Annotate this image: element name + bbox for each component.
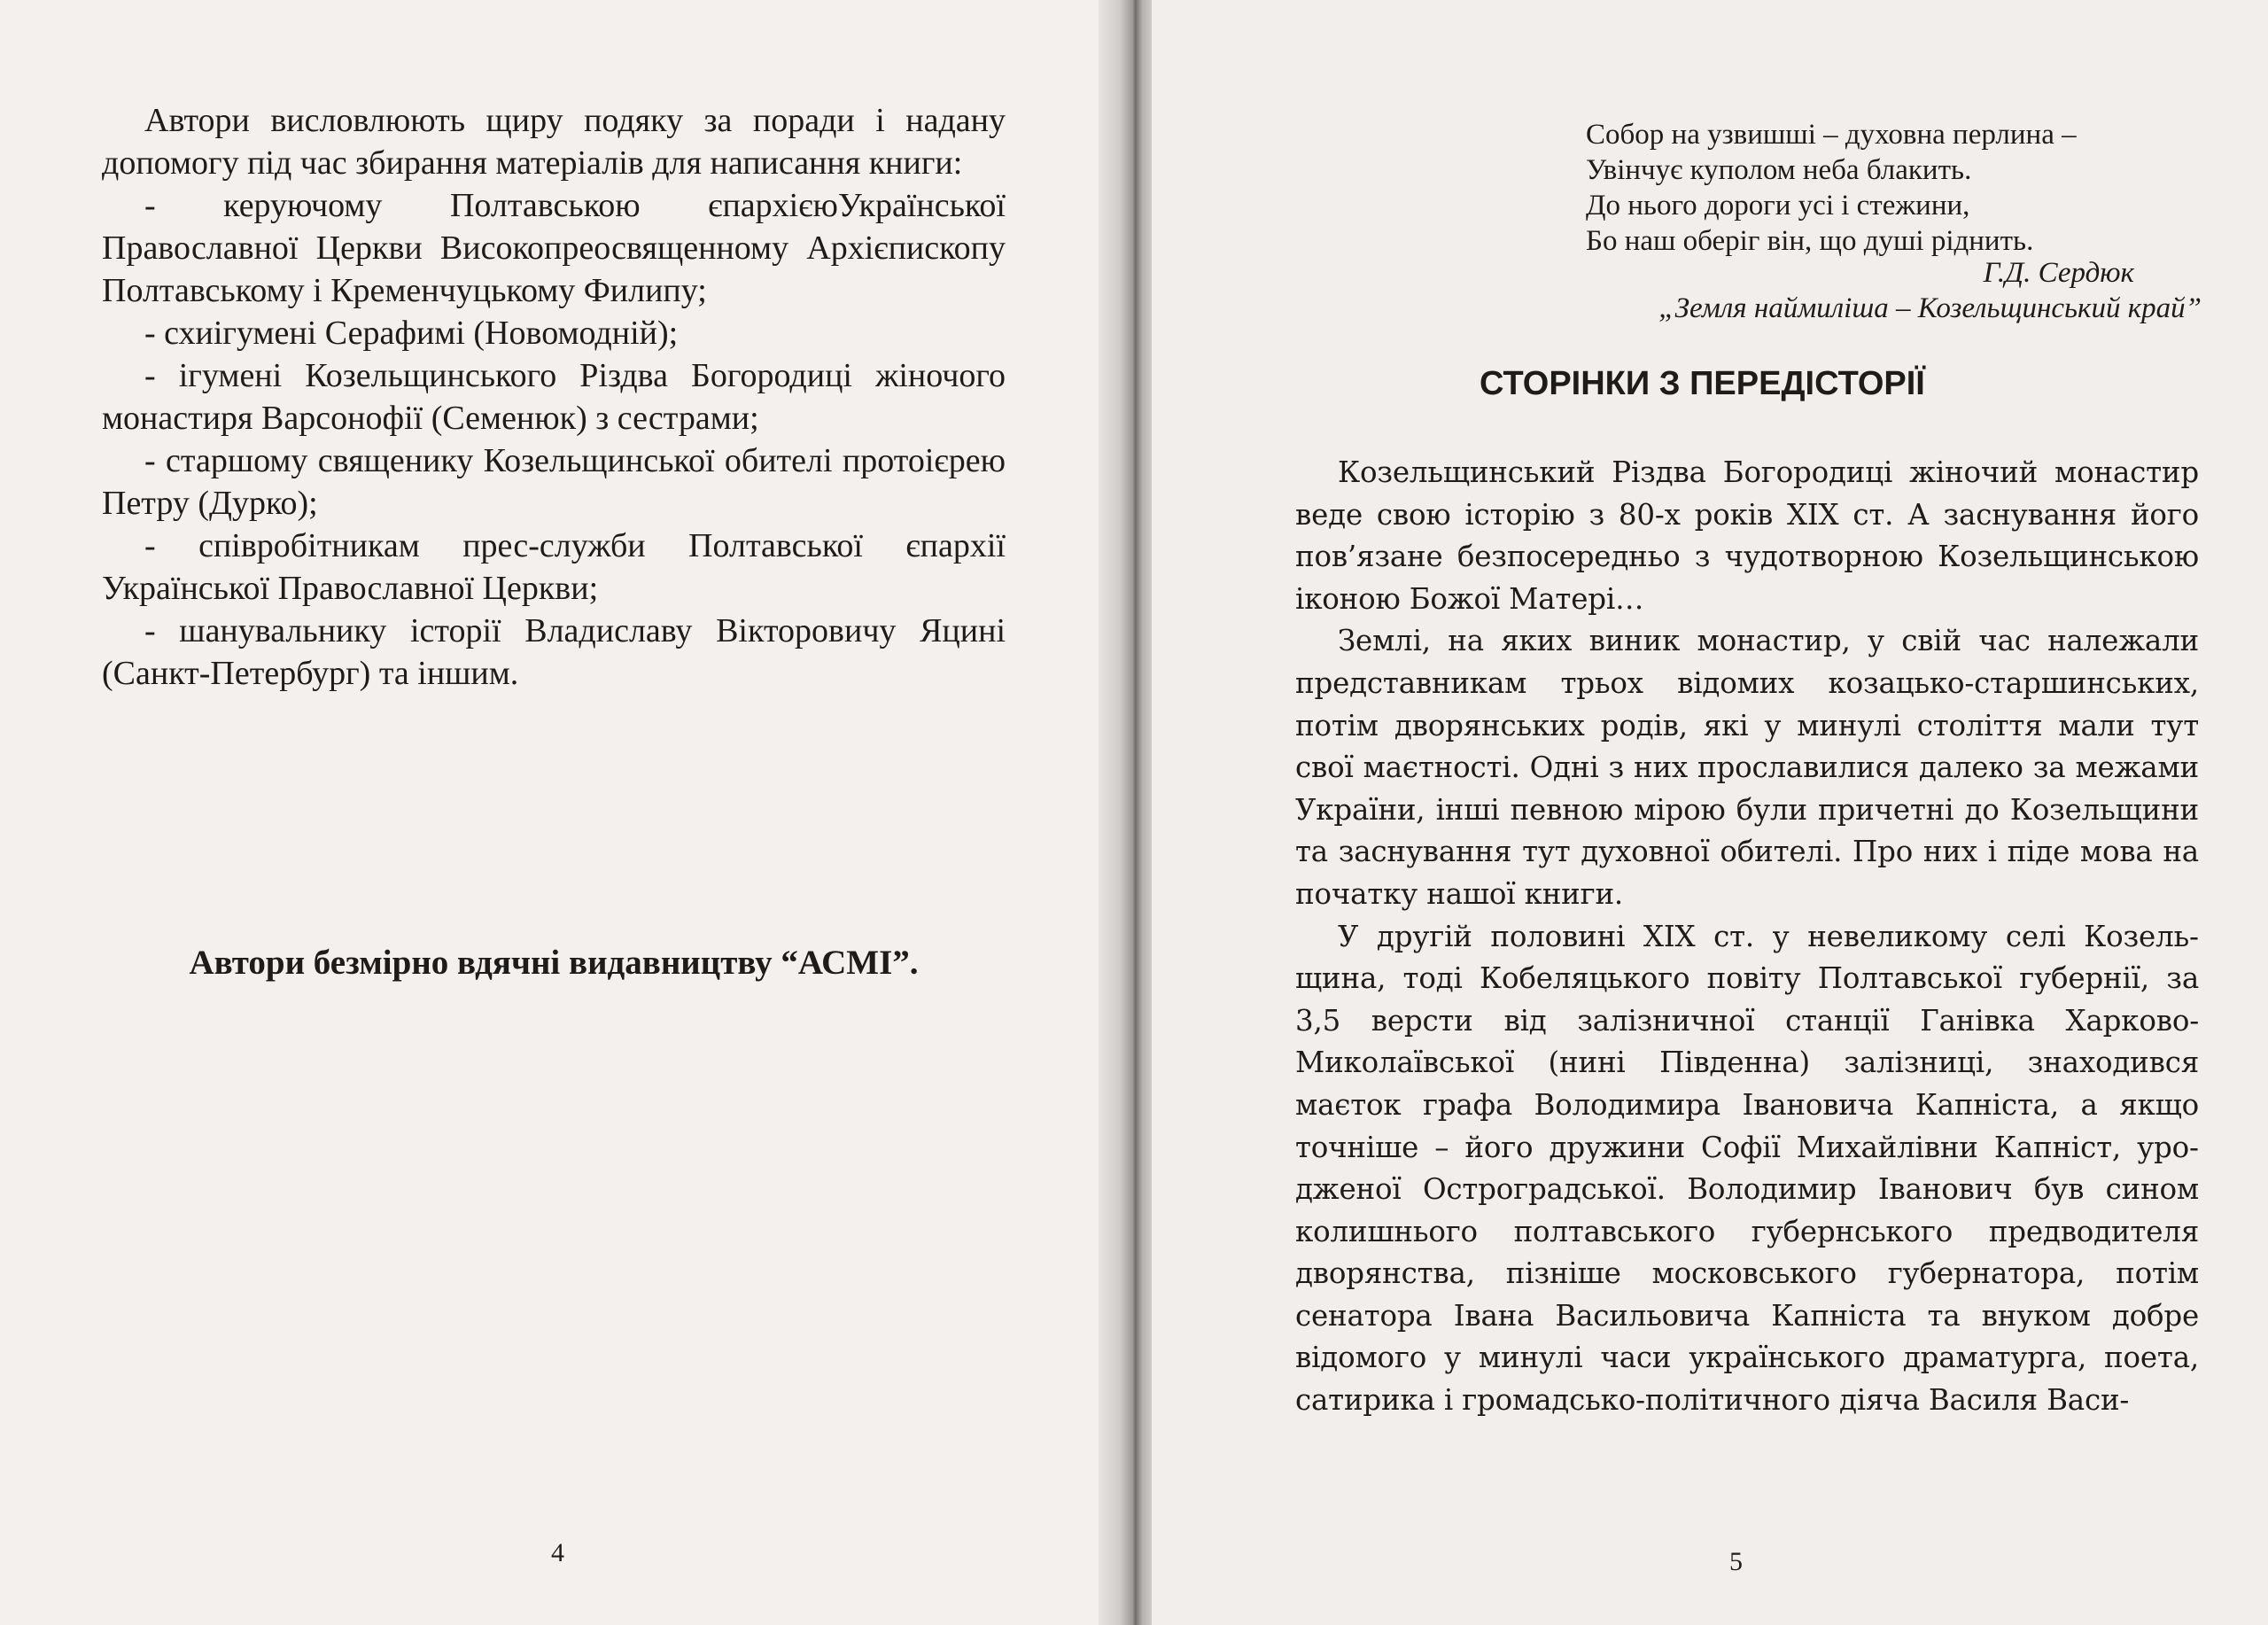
body-paragraph: Козельщинський Різдва Богородиці жіночий монастир веде свою історію з 80-х років XIX ст. А заснування його пов’язане безпосередньо з чудотворною Козельщинською іконою Божої Матері… xyxy=(1295,455,2199,616)
acknowledgement-item: - ігумені Козельщинського Різдва Богородиці жіночого монастиря Варсонофії (Семенюк) з сестрами; xyxy=(102,357,1006,437)
acknowledgements-text xyxy=(102,99,1006,695)
left-page xyxy=(0,0,1123,1625)
acknowledgement-intro: Автори висловлюють щиру подяку за поради і надану допомогу під час збирання матеріалів для написання книги: xyxy=(102,102,1006,182)
acknowledgement-item: - співробітникам прес-служби Полтавської єпархії Української Православної Церкви; xyxy=(102,527,1006,607)
acknowledgement-item: - керуючому Полтавською єпархієюУкраїнської Православної Церкви Високопреосвященному Архієпископу Полтавському і Кременчуцькому Филипу; xyxy=(102,187,1006,309)
chapter-heading: СТОРІНКИ З ПЕРЕДІСТОРІЇ xyxy=(1480,365,1925,402)
publisher-thanks: Автори безмірно вдячні видавництву “АСМІ”. xyxy=(189,944,919,982)
epigraph-poem xyxy=(1586,117,2206,259)
epigraph-source: „Земля наймиліша – Козельщинський край” xyxy=(1658,292,2202,324)
poem-line: Увінчує куполом неба блакить. xyxy=(1586,154,1972,186)
poem-line: Бо наш оберіг він, що душі ріднить. xyxy=(1586,225,2034,257)
page-number-right: 5 xyxy=(1729,1547,1743,1576)
acknowledgement-item: - шанувальнику історії Владиславу Вікторовичу Яцині (Санкт-Петербург) та іншим. xyxy=(102,612,1006,692)
page-number-left: 4 xyxy=(551,1538,564,1567)
poem-line: Собор на узвишші – духовна перлина – xyxy=(1586,119,2077,151)
acknowledgement-item: - старшому священику Козельщинської обителі протоієрею Петру (Дурко); xyxy=(102,442,1006,522)
acknowledgement-item: - схиігумені Серафимі (Новомодній); xyxy=(144,315,679,352)
body-paragraph: Землі, на яких виник монастир, у свій час належали представникам трьох відомих козацько-старшинських, потім дворянських родів, які у минулі століття мали тут свої маєтності. Одні з них прославилися далеко за межами України, інші певною мірою були причетні до Козельщини та заснування тут духовної обителі. Про них і піде мова на початку нашої книги. xyxy=(1295,624,2199,911)
epigraph-author: Г.Д. Сердюк xyxy=(1983,257,2134,289)
body-paragraph: У другій половині XIX ст. у невеликому селі Козельщина, тоді Кобеляцького повіту Полтавської губернії, за 3,5 версти від залізничної станції Ганівка Харково-Миколаївської (нині Південна) залізниці, знаходився маєток графа Володимира Івановича Капніста, а якщо точніше – його дружини Софії Михайлівни Капніст, уродженої Остроградської. Володимир Іванович був сином колишнього полтавського губернського предводителя дворянства, пізніше московського губернатора, потім сенатора Івана Васильовича Капніста та внуком добре відомого у минулі часи українського драматурга, поета, сатирика і громадсько-політичного діяча Василя Васи- xyxy=(1295,919,2199,1418)
poem-line: До нього дороги усі і стежини, xyxy=(1586,190,1970,222)
chapter-body xyxy=(1295,452,2199,1422)
